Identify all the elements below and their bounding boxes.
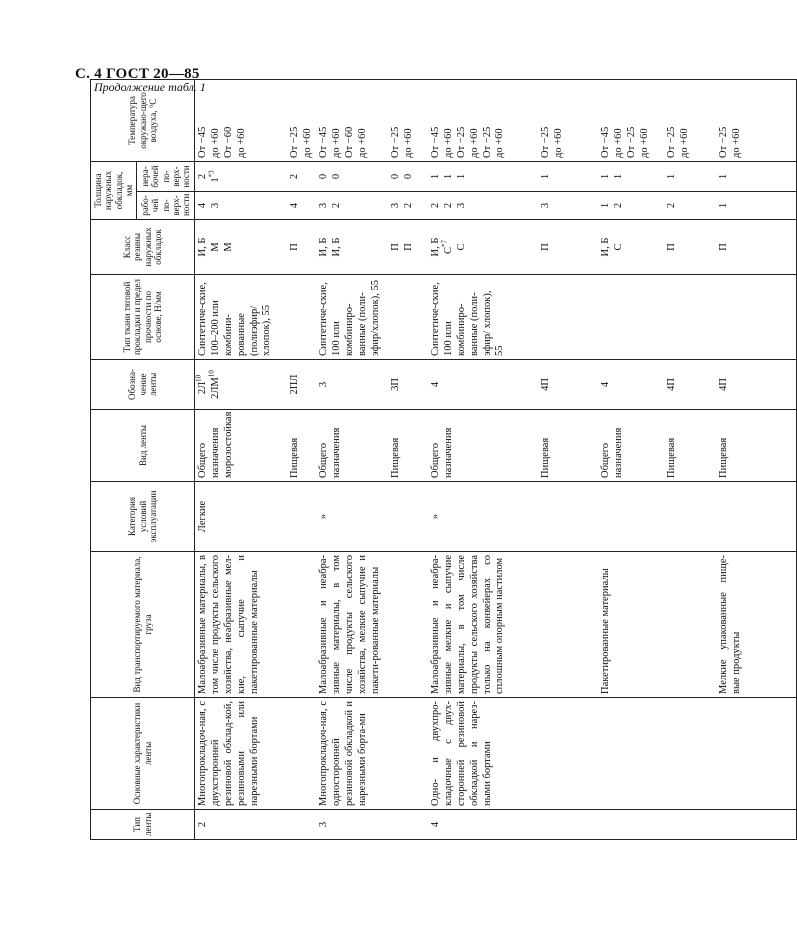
nonwork-thickness: 2 (288, 173, 300, 180)
nonwork-thickness: 1$^{*3}$ (207, 170, 222, 183)
cell-code (388, 360, 428, 410)
rotated-table-area (90, 80, 743, 840)
cell-code (316, 360, 388, 410)
cell-n (195, 162, 287, 192)
class-value: $С^{*7}$ (440, 240, 455, 255)
nonwork-thickness: 0 (403, 173, 415, 180)
class-value: С (613, 243, 625, 251)
code-value: 3П (390, 378, 402, 391)
cell-type: 2 (195, 810, 287, 840)
class-value: М (222, 242, 234, 252)
temp-from: От −25 (481, 126, 493, 158)
code-value: 4 (430, 381, 442, 388)
table-row (195, 80, 287, 840)
conveyor-belt-table (90, 79, 797, 840)
work-thickness: 1 (718, 202, 730, 209)
cell-cargo (388, 552, 428, 698)
cell-cls (664, 220, 716, 275)
class-value: И, Б (600, 237, 612, 257)
cell-cls (195, 220, 287, 275)
cell-type (716, 810, 796, 840)
cell-code (287, 360, 317, 410)
col-temp: Температура окружаю-щего воздуха, °С (91, 80, 195, 162)
cell-main: Одно- и двухпро-кладочные с двух-сторонней резиновой обкладкой и нарез-ными бортами (428, 698, 538, 810)
cell-n (287, 162, 317, 192)
cell-n (664, 162, 716, 192)
cell-w (287, 192, 317, 220)
class-value: П (718, 243, 730, 251)
table-row (664, 80, 716, 840)
work-thickness: 3 (210, 202, 222, 209)
cell-fabric: Синтетиче-ские, 100–200 или комбини-рованные (полиэфир/ хлопок), 55 (195, 275, 287, 360)
col-work-surface: рабо-чей по-верх-ности (137, 192, 195, 220)
table-row (428, 80, 538, 840)
cell-t (716, 80, 796, 162)
cell-type (538, 810, 598, 840)
nonwork-thickness: 0 (331, 173, 343, 180)
class-value: И, Б (430, 237, 442, 257)
nonwork-thickness: 1 (430, 173, 442, 180)
cell-type (388, 810, 428, 840)
cell-cargo (664, 552, 716, 698)
class-value: П (666, 243, 678, 251)
temp-from: От −25 (456, 126, 468, 158)
code-value: 2ПЛ (288, 374, 300, 395)
cell-cargo: Малоабразивные материалы, в том числе продукты сельского хозяйства, неабразивные мел-кие, сыпучие и пакетированные материалы (195, 552, 287, 698)
nonwork-thickness-note: *3 (207, 170, 216, 178)
code-value-note: 10 (207, 370, 216, 378)
class-value: И, Б (318, 237, 330, 257)
cell-cat: Легкие (195, 482, 287, 552)
cell-code (195, 360, 287, 410)
cell-t (598, 80, 664, 162)
work-thickness: 4 (288, 202, 300, 209)
work-thickness: 3 (540, 202, 552, 209)
temp-from: От −60 (344, 126, 356, 158)
class-value: И, Б (197, 237, 209, 257)
cell-cat (287, 482, 317, 552)
nonwork-thickness: 1 (600, 173, 612, 180)
cell-type (664, 810, 716, 840)
nonwork-thickness: 0 (390, 173, 402, 180)
temp-from: От −45 (318, 126, 330, 158)
work-thickness: 2 (430, 202, 442, 209)
cell-n (316, 162, 388, 192)
cell-main: Многопрокладоч-ная, с двухсторонней резиновой обклад-кой, резиновыми или нарезными бортами (195, 698, 287, 810)
cell-cargo: Пакетированные материалы (598, 552, 664, 698)
cell-cargo: Малоабразивные и неабра-зивные мелкие и сыпучие материалы, в том числе продукты сельского хозяйства только на конвейерах со сплошным опорным настилом (428, 552, 538, 698)
code-value: 4 (600, 381, 612, 388)
col-fabric: Тип ткани тяговой прокладки и предел прочности по основе, Н/мм (91, 275, 195, 360)
class-value: П (540, 243, 552, 251)
cell-cargo: Малоабразивные и неабра-зивные материалы, в том числе продукты сельского хозяйства, мелкие сыпучие и пакети-рованные материалы (316, 552, 388, 698)
temp-from: От −25 (288, 126, 300, 158)
cell-main (388, 698, 428, 810)
temp-from: От −60 (222, 126, 234, 158)
cell-w (716, 192, 796, 220)
col-category: Категория условий эксплуатации (91, 482, 195, 552)
nonwork-thickness: 1 (718, 173, 730, 180)
cell-main (716, 698, 796, 810)
code-value: 4П (540, 378, 552, 391)
work-thickness: 2 (443, 202, 455, 209)
work-thickness: 2 (613, 202, 625, 209)
cell-n (428, 162, 538, 192)
work-thickness: 4 (197, 202, 209, 209)
cell-t (538, 80, 598, 162)
code-value: 4П (718, 378, 730, 391)
col-type: Тип ленты (91, 810, 195, 840)
cell-type (287, 810, 317, 840)
temp-from: От −25 (540, 126, 552, 158)
nonwork-thickness: 1 (540, 173, 552, 180)
cell-fabric (664, 275, 716, 360)
col-thickness: Толщина наружных обкладок, мм (91, 162, 137, 220)
table-row (287, 80, 317, 840)
cell-cls (287, 220, 317, 275)
temp-from: От −25 (390, 126, 402, 158)
cell-t (195, 80, 287, 162)
cell-cargo (538, 552, 598, 698)
cell-w (195, 192, 287, 220)
temp-to: до +60 (356, 128, 368, 158)
cell-main: Многопрокладоч-ная, с односторонней резиновой обкладкой и нарезными борта-ми (316, 698, 388, 810)
cell-t (428, 80, 538, 162)
work-thickness: 3 (390, 202, 402, 209)
cell-cat (598, 482, 664, 552)
cell-w (598, 192, 664, 220)
cell-kind: Общего назначения (598, 410, 664, 482)
nonwork-thickness: 1 (456, 173, 468, 180)
code-value: 2ЛМ$^{10}$ (207, 370, 222, 399)
cell-code (428, 360, 538, 410)
cell-type (598, 810, 664, 840)
cell-kind: Общего назначения (428, 410, 538, 482)
temp-from: От −45 (197, 126, 209, 158)
cell-fabric (598, 275, 664, 360)
table-row (316, 80, 388, 840)
class-value: П (403, 243, 415, 251)
cell-t (664, 80, 716, 162)
temp-to: до +60 (403, 128, 415, 158)
work-thickness: 2 (666, 202, 678, 209)
temp-from: От −25 (666, 126, 678, 158)
cell-cargo (287, 552, 317, 698)
temp-to: до +60 (679, 128, 691, 158)
table-row (538, 80, 598, 840)
col-nonwork-surface: нера-бочей по-верх-ности (137, 162, 195, 192)
code-value: 3 (318, 381, 330, 388)
temp-from: От −25 (626, 126, 638, 158)
cell-code (598, 360, 664, 410)
temp-to: до +60 (731, 128, 743, 158)
table-row (716, 80, 796, 840)
cell-code (716, 360, 796, 410)
cell-n (716, 162, 796, 192)
cell-n (598, 162, 664, 192)
cell-n (388, 162, 428, 192)
cell-cargo: Мелкие упакованные пище-вые продукты (716, 552, 796, 698)
col-main: Основные характеристики ленты (91, 698, 195, 810)
cell-cat (388, 482, 428, 552)
cell-fabric (538, 275, 598, 360)
cell-cat (538, 482, 598, 552)
cell-cls (598, 220, 664, 275)
cell-w (538, 192, 598, 220)
temp-to: до +60 (494, 128, 506, 158)
nonwork-thickness: 1 (443, 173, 455, 180)
cell-fabric: Синтетиче-ские, 100 или комбиниро-ванные (поли-эфир/ хлопок), 55 (428, 275, 538, 360)
cell-kind: Общего назначения (316, 410, 388, 482)
cell-cat (664, 482, 716, 552)
cell-code (664, 360, 716, 410)
header-row-1 (91, 80, 137, 840)
class-value-note: *7 (440, 240, 449, 247)
col-code: Обозна-чение ленты (91, 360, 195, 410)
class-value: М (210, 242, 222, 252)
temp-to: до +60 (235, 128, 247, 158)
temp-from: От −45 (600, 126, 612, 158)
cell-w (316, 192, 388, 220)
table-body (195, 80, 797, 840)
cell-fabric (388, 275, 428, 360)
work-thickness: 1 (600, 202, 612, 209)
cell-fabric (287, 275, 317, 360)
cell-main (538, 698, 598, 810)
temp-to: до +60 (613, 128, 625, 158)
cell-cat: » (428, 482, 538, 552)
cell-main (664, 698, 716, 810)
cell-t (316, 80, 388, 162)
cell-cls (428, 220, 538, 275)
cell-cat: » (316, 482, 388, 552)
cell-cls (716, 220, 796, 275)
col-cargo: Вид транспортируемого материала, груза (91, 552, 195, 698)
cell-kind: Пищевая (716, 410, 796, 482)
cell-fabric (716, 275, 796, 360)
nonwork-thickness: 0 (318, 173, 330, 180)
cell-code (538, 360, 598, 410)
work-thickness: 3 (456, 202, 468, 209)
class-value: П (390, 243, 402, 251)
col-class: Класс резины наружных обкладок (91, 220, 195, 275)
cell-main (598, 698, 664, 810)
cell-kind: Пищевая (388, 410, 428, 482)
cell-cls (388, 220, 428, 275)
cell-n (538, 162, 598, 192)
cell-w (428, 192, 538, 220)
cell-type: 3 (316, 810, 388, 840)
work-thickness: 3 (318, 202, 330, 209)
table-row (598, 80, 664, 840)
code-value: $2Л^{10}$ (194, 374, 209, 395)
col-kind: Вид ленты (91, 410, 195, 482)
cell-type: 4 (428, 810, 538, 840)
continuation-label: Продолжение табл. 1 (94, 80, 206, 94)
code-value-note: 10 (194, 374, 203, 382)
class-value: С (456, 243, 468, 251)
temp-to: до +60 (553, 128, 565, 158)
cell-kind: Общего назначения морозостойкая (195, 410, 287, 482)
temp-to: до +60 (331, 128, 343, 158)
nonwork-thickness: 1 (666, 173, 678, 180)
cell-cls (538, 220, 598, 275)
class-value: И, Б (331, 237, 343, 257)
nonwork-thickness: 2 (197, 173, 209, 180)
cell-main (287, 698, 317, 810)
temp-to: до +60 (301, 128, 313, 158)
cell-kind: Пищевая (664, 410, 716, 482)
cell-w (388, 192, 428, 220)
cell-kind: Пищевая (287, 410, 317, 482)
temp-from: От −45 (430, 126, 442, 158)
class-value: П (288, 243, 300, 251)
cell-cls (316, 220, 388, 275)
temp-from: От −25 (718, 126, 730, 158)
cell-kind: Пищевая (538, 410, 598, 482)
work-thickness: 2 (403, 202, 415, 209)
cell-t (287, 80, 317, 162)
code-value: 4П (666, 378, 678, 391)
cell-t (388, 80, 428, 162)
nonwork-thickness: 1 (613, 173, 625, 180)
temp-to: до +60 (210, 128, 222, 158)
cell-cat (716, 482, 796, 552)
temp-to: до +60 (468, 128, 480, 158)
temp-to: до +60 (443, 128, 455, 158)
cell-fabric: Синтетиче-ские, 100 или комбиниро-ванные (поли-эфир/хлопок), 55 (316, 275, 388, 360)
work-thickness: 2 (331, 202, 343, 209)
table-row (388, 80, 428, 840)
cell-w (664, 192, 716, 220)
page-header: С. 4 ГОСТ 20—85 (75, 66, 200, 82)
temp-to: до +60 (638, 128, 650, 158)
